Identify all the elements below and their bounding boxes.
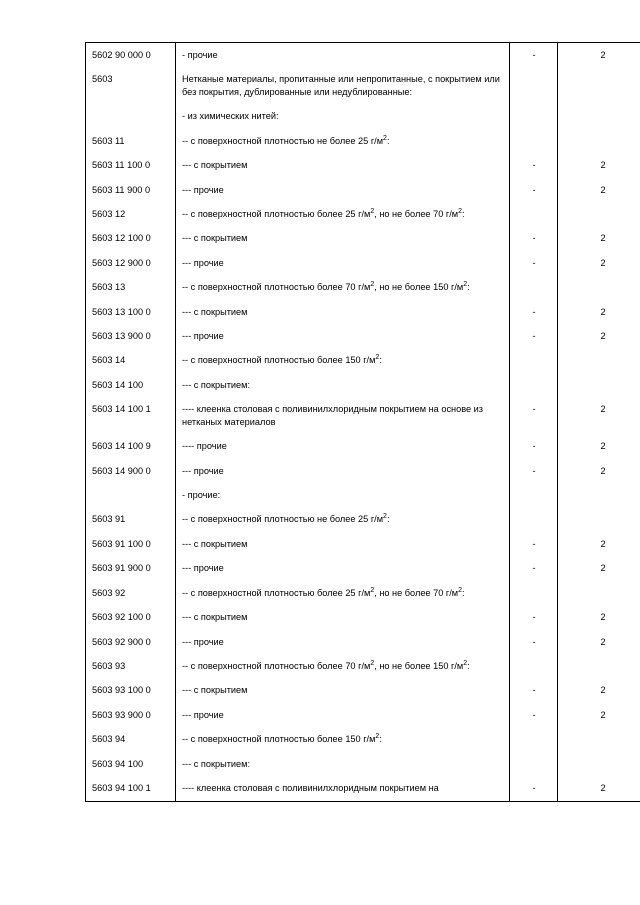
cell-code: 5603 <box>86 67 176 104</box>
cell-description: --- прочие <box>176 178 510 202</box>
table-row <box>86 129 640 153</box>
table-row <box>86 654 640 678</box>
cell-unit: - <box>510 434 558 458</box>
cell-rate <box>558 373 640 397</box>
cell-code: 5603 94 100 <box>86 752 176 776</box>
cell-code: 5603 13 <box>86 275 176 299</box>
cell-rate: 2 <box>558 153 640 177</box>
cell-rate <box>558 752 640 776</box>
cell-code: 5603 93 100 0 <box>86 678 176 702</box>
cell-rate <box>558 104 640 128</box>
cell-unit: - <box>510 678 558 702</box>
cell-rate <box>558 483 640 507</box>
cell-rate <box>558 507 640 531</box>
cell-code: 5603 91 100 0 <box>86 532 176 556</box>
cell-rate: 2 <box>558 630 640 654</box>
cell-unit: - <box>510 605 558 629</box>
cell-rate <box>558 67 640 104</box>
table-row <box>86 434 640 458</box>
cell-unit: - <box>510 251 558 275</box>
cell-code: 5603 93 <box>86 654 176 678</box>
cell-rate: 2 <box>558 678 640 702</box>
cell-rate <box>558 581 640 605</box>
table-row <box>86 605 640 629</box>
cell-unit <box>510 654 558 678</box>
cell-code: 5603 92 100 0 <box>86 605 176 629</box>
table-row <box>86 43 640 68</box>
cell-unit <box>510 129 558 153</box>
cell-description: -- с поверхностной плотностью более 70 $г/м^2$, но не более 150 $г/м^2$: <box>176 654 510 678</box>
cell-unit: - <box>510 300 558 324</box>
cell-rate <box>558 275 640 299</box>
cell-code: 5603 12 100 0 <box>86 226 176 250</box>
cell-unit: - <box>510 226 558 250</box>
cell-description: --- прочие <box>176 703 510 727</box>
cell-unit: - <box>510 43 558 68</box>
cell-description: --- прочие <box>176 630 510 654</box>
cell-code: 5603 12 <box>86 202 176 226</box>
cell-rate <box>558 348 640 372</box>
cell-code: 5603 14 100 9 <box>86 434 176 458</box>
cell-rate: 2 <box>558 397 640 434</box>
table-row <box>86 348 640 372</box>
table-row <box>86 703 640 727</box>
cell-code: 5603 14 900 0 <box>86 459 176 483</box>
cell-unit: - <box>510 630 558 654</box>
cell-unit: - <box>510 153 558 177</box>
cell-unit <box>510 507 558 531</box>
table-row <box>86 226 640 250</box>
cell-code: 5603 91 <box>86 507 176 531</box>
cell-description: - прочие: <box>176 483 510 507</box>
cell-rate: 2 <box>558 434 640 458</box>
cell-code: 5603 11 <box>86 129 176 153</box>
table-row <box>86 373 640 397</box>
cell-rate: 2 <box>558 532 640 556</box>
cell-code: 5603 92 <box>86 581 176 605</box>
cell-description: Нетканые материалы, пропитанные или непропитанные, с покрытием или без покрытия, дублированные или недублированные: <box>176 67 510 104</box>
cell-code: 5603 94 100 1 <box>86 776 176 801</box>
cell-unit: - <box>510 532 558 556</box>
table-row <box>86 251 640 275</box>
table-row <box>86 581 640 605</box>
cell-description: --- с покрытием <box>176 678 510 702</box>
table-row <box>86 727 640 751</box>
cell-description: --- с покрытием <box>176 226 510 250</box>
cell-unit <box>510 581 558 605</box>
cell-description: ---- клеенка столовая с поливинилхлоридным покрытием на основе из нетканых материалов <box>176 397 510 434</box>
cell-description: -- с поверхностной плотностью не более 25 $г/м^2$: <box>176 129 510 153</box>
cell-unit: - <box>510 459 558 483</box>
cell-description: --- с покрытием <box>176 300 510 324</box>
tariff-table-body <box>86 43 640 802</box>
cell-unit: - <box>510 703 558 727</box>
cell-code: 5603 13 100 0 <box>86 300 176 324</box>
cell-code: 5603 91 900 0 <box>86 556 176 580</box>
cell-description: -- с поверхностной плотностью более 70 $г/м^2$, но не более 150 $г/м^2$: <box>176 275 510 299</box>
cell-code: 5603 14 100 <box>86 373 176 397</box>
cell-unit <box>510 483 558 507</box>
cell-code: 5603 93 900 0 <box>86 703 176 727</box>
cell-rate: 2 <box>558 459 640 483</box>
cell-unit <box>510 67 558 104</box>
cell-code: 5603 92 900 0 <box>86 630 176 654</box>
table-row <box>86 275 640 299</box>
cell-rate <box>558 129 640 153</box>
cell-rate: 2 <box>558 703 640 727</box>
cell-description: --- с покрытием: <box>176 373 510 397</box>
cell-rate: 2 <box>558 43 640 68</box>
cell-unit <box>510 727 558 751</box>
cell-rate <box>558 202 640 226</box>
cell-description: --- с покрытием <box>176 153 510 177</box>
cell-unit <box>510 275 558 299</box>
cell-rate <box>558 654 640 678</box>
cell-unit <box>510 104 558 128</box>
cell-description: --- с покрытием <box>176 532 510 556</box>
cell-rate <box>558 727 640 751</box>
cell-unit: - <box>510 397 558 434</box>
table-row <box>86 67 640 104</box>
cell-rate: 2 <box>558 556 640 580</box>
table-row <box>86 507 640 531</box>
cell-description: -- с поверхностной плотностью более 150 $г/м^2$: <box>176 348 510 372</box>
cell-unit <box>510 202 558 226</box>
table-row <box>86 202 640 226</box>
cell-unit <box>510 752 558 776</box>
cell-description: --- прочие <box>176 251 510 275</box>
cell-description: --- с покрытием <box>176 605 510 629</box>
cell-code: 5603 13 900 0 <box>86 324 176 348</box>
cell-code: 5603 14 <box>86 348 176 372</box>
cell-unit <box>510 348 558 372</box>
table-row <box>86 178 640 202</box>
cell-description: -- с поверхностной плотностью более 150 $г/м^2$: <box>176 727 510 751</box>
cell-description: -- с поверхностной плотностью более 25 $г/м^2$, но не более 70 $г/м^2$: <box>176 581 510 605</box>
cell-rate: 2 <box>558 226 640 250</box>
cell-description: -- с поверхностной плотностью более 25 $г/м^2$, но не более 70 $г/м^2$: <box>176 202 510 226</box>
table-row <box>86 153 640 177</box>
cell-unit: - <box>510 776 558 801</box>
table-row <box>86 532 640 556</box>
cell-rate: 2 <box>558 605 640 629</box>
cell-unit <box>510 373 558 397</box>
table-row <box>86 483 640 507</box>
table-row <box>86 752 640 776</box>
cell-unit: - <box>510 556 558 580</box>
cell-description: - из химических нитей: <box>176 104 510 128</box>
cell-rate: 2 <box>558 300 640 324</box>
table-row <box>86 459 640 483</box>
cell-description: --- прочие <box>176 324 510 348</box>
cell-code: 5603 12 900 0 <box>86 251 176 275</box>
cell-rate: 2 <box>558 776 640 801</box>
cell-code: 5603 11 900 0 <box>86 178 176 202</box>
cell-description: --- с покрытием: <box>176 752 510 776</box>
cell-code: 5603 14 100 1 <box>86 397 176 434</box>
cell-description: ---- прочие <box>176 434 510 458</box>
table-row <box>86 300 640 324</box>
cell-description: - прочие <box>176 43 510 68</box>
cell-unit: - <box>510 324 558 348</box>
cell-description: -- с поверхностной плотностью не более 25 $г/м^2$: <box>176 507 510 531</box>
cell-code <box>86 483 176 507</box>
cell-description: --- прочие <box>176 556 510 580</box>
cell-code: 5602 90 000 0 <box>86 43 176 68</box>
cell-rate: 2 <box>558 324 640 348</box>
table-row <box>86 776 640 801</box>
table-row <box>86 556 640 580</box>
cell-description: --- прочие <box>176 459 510 483</box>
table-row <box>86 104 640 128</box>
cell-rate: 2 <box>558 251 640 275</box>
cell-code: 5603 11 100 0 <box>86 153 176 177</box>
table-row <box>86 630 640 654</box>
table-row <box>86 397 640 434</box>
cell-code <box>86 104 176 128</box>
tariff-table <box>85 42 640 802</box>
table-row <box>86 324 640 348</box>
cell-code: 5603 94 <box>86 727 176 751</box>
table-row <box>86 678 640 702</box>
cell-unit: - <box>510 178 558 202</box>
cell-description: ---- клеенка столовая с поливинилхлоридным покрытием на <box>176 776 510 801</box>
cell-rate: 2 <box>558 178 640 202</box>
